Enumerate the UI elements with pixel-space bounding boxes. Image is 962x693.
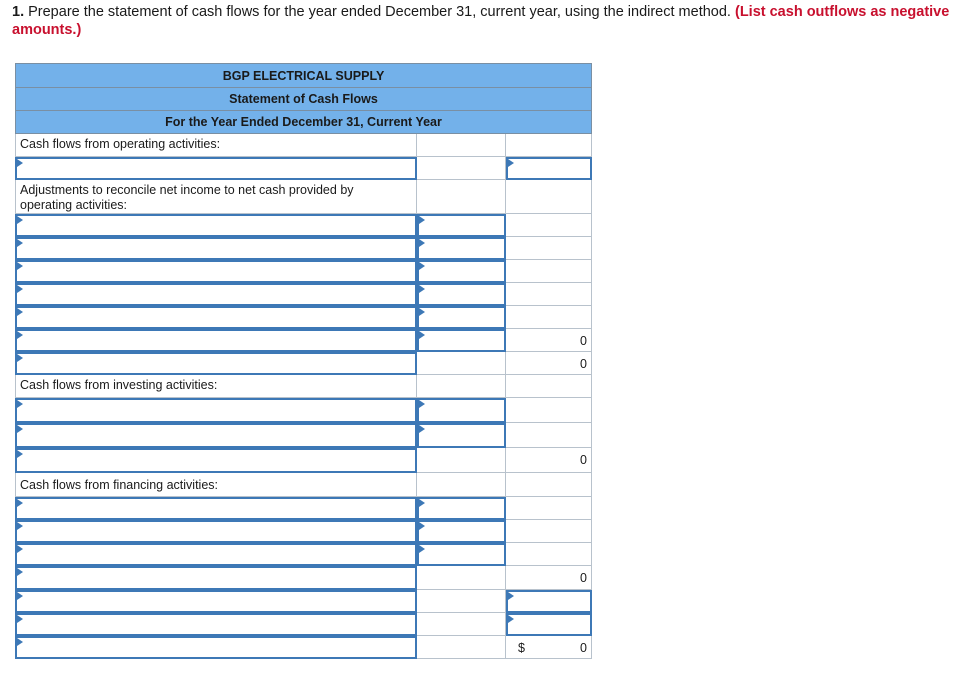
financing-row <box>15 543 592 566</box>
investing-row <box>15 423 592 448</box>
blank-cell <box>506 423 592 448</box>
adjustment-amount-input[interactable] <box>417 237 506 260</box>
financing-total-row <box>15 566 592 590</box>
adjustment-amount-input[interactable] <box>417 214 506 237</box>
adjustment-label-input[interactable] <box>15 329 417 352</box>
blank-cell <box>506 497 592 520</box>
company-name: BGP ELECTRICAL SUPPLY <box>15 63 592 88</box>
financing-total: 0 <box>506 566 592 590</box>
instructions <box>12 3 957 39</box>
question-text: Prepare the statement of cash flows for the year ended December 31, current year, using the indirect method. <box>24 4 735 20</box>
investing-heading: Cash flows from investing activities: <box>15 375 417 398</box>
adjustment-row <box>15 283 592 306</box>
blank-cell <box>417 613 506 636</box>
investing-amount-input[interactable] <box>417 423 506 448</box>
adjustment-row <box>15 260 592 283</box>
blank-cell <box>506 260 592 283</box>
blank-cell <box>506 214 592 237</box>
statement-period: For the Year Ended December 31, Current Year <box>15 110 592 134</box>
blank-cell <box>417 157 506 180</box>
blank-cell <box>417 590 506 613</box>
adjustment-row <box>15 329 592 352</box>
ending-cash-label-input[interactable] <box>15 636 417 659</box>
blank-cell <box>506 134 592 157</box>
adjustment-label-input[interactable] <box>15 306 417 329</box>
blank-cell <box>506 375 592 398</box>
financing-amount-input[interactable] <box>417 543 506 566</box>
net-income-amount-input[interactable] <box>506 157 592 180</box>
adjustment-row <box>15 306 592 329</box>
blank-cell <box>506 543 592 566</box>
adjustment-label-input[interactable] <box>15 283 417 306</box>
adjustment-row <box>15 237 592 260</box>
financing-label-input[interactable] <box>15 543 417 566</box>
financing-row <box>15 497 592 520</box>
investing-row <box>15 398 592 423</box>
blank-cell <box>417 473 506 497</box>
blank-cell <box>506 398 592 423</box>
investing-amount-input[interactable] <box>417 398 506 423</box>
blank-cell <box>417 134 506 157</box>
net-income-label-input[interactable] <box>15 157 417 180</box>
investing-label-input[interactable] <box>15 423 417 448</box>
operating-total-row <box>15 352 592 375</box>
statement-title: Statement of Cash Flows <box>15 87 592 111</box>
investing-label-input[interactable] <box>15 398 417 423</box>
ending-cash-total: 0 <box>580 641 587 655</box>
blank-cell <box>417 352 506 375</box>
blank-cell <box>417 566 506 590</box>
investing-total-row <box>15 448 592 473</box>
investing-heading-row <box>15 375 592 398</box>
adjustments-heading-row <box>15 180 592 214</box>
adjustment-row <box>15 214 592 237</box>
operating-subtotal: 0 <box>506 329 592 352</box>
financing-heading-row <box>15 473 592 497</box>
adjustment-amount-input[interactable] <box>417 283 506 306</box>
blank-cell <box>506 180 592 214</box>
question-number: 1. <box>12 4 25 20</box>
adjustment-amount-input[interactable] <box>417 329 506 352</box>
blank-cell <box>506 237 592 260</box>
blank-cell <box>417 636 506 659</box>
operating-total: 0 <box>506 352 592 375</box>
investing-total-label-input[interactable] <box>15 448 417 473</box>
blank-cell <box>506 520 592 543</box>
blank-cell <box>417 448 506 473</box>
financing-amount-input[interactable] <box>417 520 506 543</box>
net-change-label-input[interactable] <box>15 590 417 613</box>
financing-heading: Cash flows from financing activities: <box>15 473 417 497</box>
adjustment-amount-input[interactable] <box>417 260 506 283</box>
beginning-cash-amount-input[interactable] <box>506 613 592 636</box>
financing-amount-input[interactable] <box>417 497 506 520</box>
investing-total: 0 <box>506 448 592 473</box>
financing-label-input[interactable] <box>15 520 417 543</box>
ending-cash-cell <box>506 636 592 659</box>
operating-heading-row <box>15 134 592 157</box>
financing-label-input[interactable] <box>15 497 417 520</box>
ending-cash-row <box>15 636 592 659</box>
net-income-row <box>15 157 592 180</box>
adjustment-label-input[interactable] <box>15 260 417 283</box>
blank-cell <box>506 306 592 329</box>
adjustments-heading: Adjustments to reconcile net income to net cash provided by operating activities: <box>15 180 417 214</box>
blank-cell <box>417 375 506 398</box>
blank-cell <box>417 180 506 214</box>
question-emphasis: (List cash outflows as negative amounts.) <box>12 4 950 38</box>
currency-symbol: $ <box>518 641 525 655</box>
net-change-amount-input[interactable] <box>506 590 592 613</box>
financing-total-label-input[interactable] <box>15 566 417 590</box>
operating-total-label-input[interactable] <box>15 352 417 375</box>
adjustment-amount-input[interactable] <box>417 306 506 329</box>
operating-heading: Cash flows from operating activities: <box>15 134 417 157</box>
blank-cell <box>506 473 592 497</box>
net-change-row <box>15 590 592 613</box>
beginning-cash-row <box>15 613 592 636</box>
adjustment-label-input[interactable] <box>15 237 417 260</box>
adjustment-label-input[interactable] <box>15 214 417 237</box>
blank-cell <box>506 283 592 306</box>
beginning-cash-label-input[interactable] <box>15 613 417 636</box>
financing-row <box>15 520 592 543</box>
